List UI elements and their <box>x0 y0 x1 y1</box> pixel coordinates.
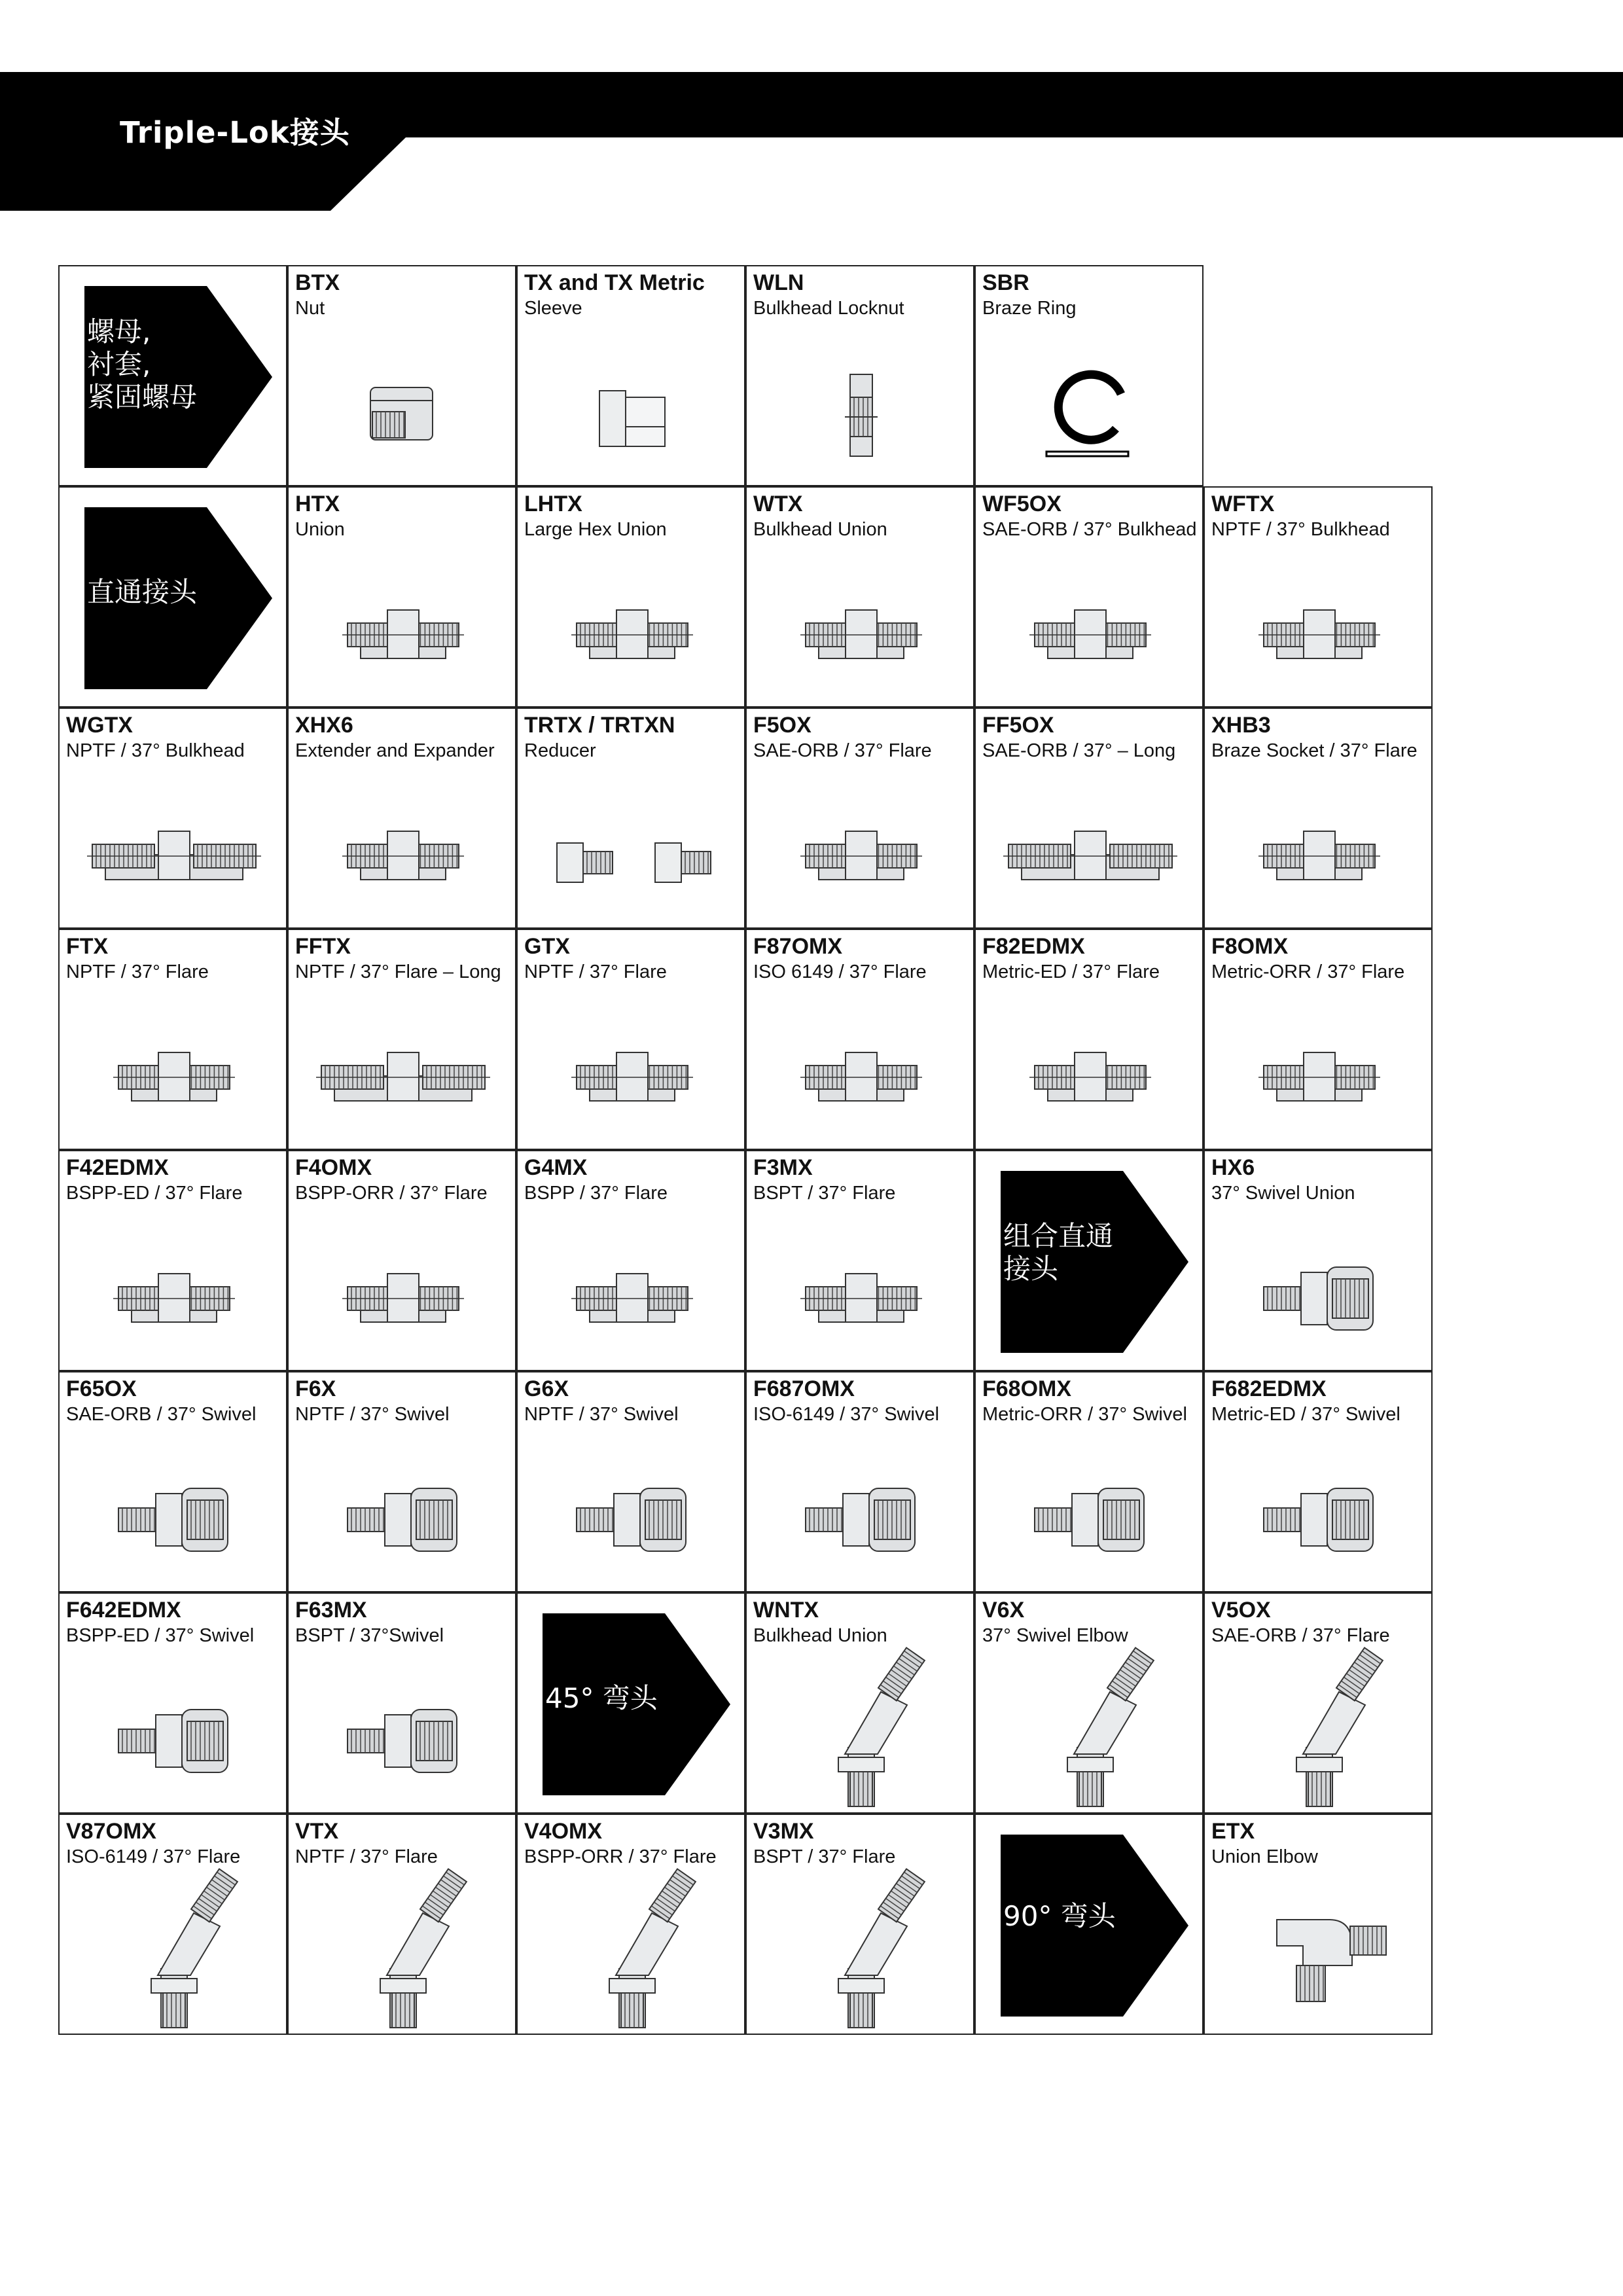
fitting-item <box>58 1371 287 1592</box>
fitting-code: F8OMX <box>1211 934 1289 959</box>
fitting-description: NPTF / 37° Flare <box>524 961 667 982</box>
category-cell <box>58 265 287 486</box>
fitting-code: WGTX <box>66 713 133 738</box>
fitting-item <box>1204 1592 1433 1814</box>
fitting-description: Metric-ORR / 37° Flare <box>1211 961 1405 982</box>
category-label: 90° 弯头 <box>1003 1900 1116 1932</box>
fitting-item <box>287 1150 516 1371</box>
fitting-item <box>1204 486 1433 708</box>
fitting-code: BTX <box>295 270 340 295</box>
fitting-item <box>745 486 974 708</box>
fitting-description: SAE-ORB / 37° Swivel <box>66 1404 257 1425</box>
fitting-code: F63MX <box>295 1598 367 1623</box>
fitting-code: V5OX <box>1211 1598 1271 1623</box>
fitting-description: SAE-ORB / 37° Flare <box>1211 1625 1390 1646</box>
fitting-description: Reducer <box>524 740 596 761</box>
fitting-description: Union Elbow <box>1211 1846 1318 1867</box>
fitting-code: F82EDMX <box>982 934 1085 959</box>
fitting-code: F87OMX <box>753 934 843 959</box>
fitting-item <box>516 1814 745 2035</box>
fitting-description: NPTF / 37° Bulkhead <box>1211 519 1390 540</box>
fitting-item <box>58 1150 287 1371</box>
fitting-item <box>516 1371 745 1592</box>
fitting-item <box>516 708 745 929</box>
fitting-code: F42EDMX <box>66 1155 169 1180</box>
fitting-code: WLN <box>753 270 804 295</box>
fitting-code: HX6 <box>1211 1155 1255 1180</box>
fitting-code: GTX <box>524 934 570 959</box>
category-cell <box>58 486 287 708</box>
fitting-item <box>745 708 974 929</box>
fitting-item <box>58 1814 287 2035</box>
fitting-code: LHTX <box>524 492 582 516</box>
fitting-item <box>1204 1814 1433 2035</box>
category-label: 螺母, 衬套, 紧固螺母 <box>87 315 198 413</box>
fitting-item <box>745 1592 974 1814</box>
fitting-description: BSPT / 37° Flare <box>753 1183 896 1204</box>
fitting-description: Bulkhead Union <box>753 519 887 540</box>
category-label: 组合直通 接头 <box>1003 1220 1114 1285</box>
category-cell <box>974 1150 1204 1371</box>
fitting-code: WTX <box>753 492 803 516</box>
fitting-item <box>974 1371 1204 1592</box>
fitting-description: BSPT / 37° Flare <box>753 1846 896 1867</box>
fitting-description: NPTF / 37° Swivel <box>524 1404 679 1425</box>
fitting-item <box>745 265 974 486</box>
fitting-item <box>287 265 516 486</box>
fitting-code: FF5OX <box>982 713 1054 738</box>
fitting-code: SBR <box>982 270 1029 295</box>
fitting-description: NPTF / 37° Flare – Long <box>295 961 501 982</box>
fitting-description: NPTF / 37° Bulkhead <box>66 740 245 761</box>
fitting-item <box>58 1592 287 1814</box>
fitting-description: NPTF / 37° Swivel <box>295 1404 450 1425</box>
fitting-item <box>287 929 516 1150</box>
fitting-code: V87OMX <box>66 1819 156 1844</box>
fitting-catalog-grid <box>58 265 1433 2032</box>
fitting-description: Large Hex Union <box>524 519 667 540</box>
fitting-item <box>58 708 287 929</box>
fitting-item <box>745 1814 974 2035</box>
fitting-code: HTX <box>295 492 340 516</box>
fitting-item <box>287 1592 516 1814</box>
fitting-code: G4MX <box>524 1155 588 1180</box>
fitting-item <box>287 1814 516 2035</box>
fitting-description: Braze Ring <box>982 298 1077 319</box>
category-label: 45° 弯头 <box>545 1682 658 1714</box>
fitting-code: WNTX <box>753 1598 819 1623</box>
fitting-item <box>1204 1371 1433 1592</box>
fitting-description: SAE-ORB / 37° – Long <box>982 740 1176 761</box>
fitting-item <box>516 265 745 486</box>
fitting-code: VTX <box>295 1819 339 1844</box>
fitting-description: Braze Socket / 37° Flare <box>1211 740 1418 761</box>
fitting-item <box>516 486 745 708</box>
fitting-code: WFTX <box>1211 492 1275 516</box>
fitting-item <box>1204 708 1433 929</box>
fitting-code: XHB3 <box>1211 713 1271 738</box>
fitting-description: BSPP-ORR / 37° Flare <box>524 1846 717 1867</box>
fitting-description: BSPP / 37° Flare <box>524 1183 668 1204</box>
fitting-description: Nut <box>295 298 325 319</box>
fitting-item <box>974 265 1204 486</box>
fitting-item <box>1204 929 1433 1150</box>
fitting-code: F5OX <box>753 713 812 738</box>
fitting-code: F687OMX <box>753 1376 855 1401</box>
fitting-description: NPTF / 37° Flare <box>66 961 209 982</box>
fitting-item <box>287 1371 516 1592</box>
fitting-description: ISO-6149 / 37° Flare <box>66 1846 241 1867</box>
page-title: Triple-Lok接头 <box>120 115 350 150</box>
fitting-code: F682EDMX <box>1211 1376 1327 1401</box>
fitting-description: Bulkhead Locknut <box>753 298 904 319</box>
category-cell <box>974 1814 1204 2035</box>
fitting-code: FFTX <box>295 934 351 959</box>
fitting-code: F65OX <box>66 1376 137 1401</box>
fitting-item <box>974 486 1204 708</box>
fitting-code: F642EDMX <box>66 1598 181 1623</box>
fitting-code: FTX <box>66 934 109 959</box>
fitting-code: XHX6 <box>295 713 353 738</box>
fitting-description: BSPP-ED / 37° Swivel <box>66 1625 255 1646</box>
fitting-description: ISO-6149 / 37° Swivel <box>753 1404 940 1425</box>
fitting-code: V3MX <box>753 1819 814 1844</box>
fitting-description: BSPT / 37°Swivel <box>295 1625 444 1646</box>
fitting-item <box>745 929 974 1150</box>
fitting-code: TRTX / TRTXN <box>524 713 675 738</box>
fitting-description: Metric-ED / 37° Swivel <box>1211 1404 1400 1425</box>
fitting-description: Metric-ORR / 37° Swivel <box>982 1404 1187 1425</box>
fitting-item <box>745 1371 974 1592</box>
fitting-item <box>287 708 516 929</box>
fitting-item <box>974 929 1204 1150</box>
fitting-item <box>287 486 516 708</box>
fitting-code: ETX <box>1211 1819 1255 1844</box>
fitting-description: BSPP-ED / 37° Flare <box>66 1183 243 1204</box>
fitting-item <box>516 1150 745 1371</box>
fitting-description: Metric-ED / 37° Flare <box>982 961 1160 982</box>
fitting-code: G6X <box>524 1376 569 1401</box>
fitting-item <box>745 1150 974 1371</box>
fitting-description: SAE-ORB / 37° Bulkhead <box>982 519 1197 540</box>
fitting-item <box>974 1592 1204 1814</box>
fitting-code: F68OMX <box>982 1376 1072 1401</box>
fitting-description: Union <box>295 519 345 540</box>
fitting-code: V6X <box>982 1598 1025 1623</box>
fitting-description: Sleeve <box>524 298 582 319</box>
fitting-item <box>1204 1150 1433 1371</box>
fitting-item <box>974 708 1204 929</box>
fitting-code: F6X <box>295 1376 336 1401</box>
fitting-description: ISO 6149 / 37° Flare <box>753 961 927 982</box>
fitting-code: TX and TX Metric <box>524 270 705 295</box>
fitting-description: BSPP-ORR / 37° Flare <box>295 1183 488 1204</box>
fitting-description: 37° Swivel Union <box>1211 1183 1355 1204</box>
fitting-item <box>58 929 287 1150</box>
fitting-code: V4OMX <box>524 1819 603 1844</box>
fitting-description: SAE-ORB / 37° Flare <box>753 740 932 761</box>
category-cell <box>516 1592 745 1814</box>
fitting-description: Extender and Expander <box>295 740 495 761</box>
fitting-code: F4OMX <box>295 1155 372 1180</box>
fitting-code: WF5OX <box>982 492 1061 516</box>
fitting-description: 37° Swivel Elbow <box>982 1625 1128 1646</box>
fitting-description: NPTF / 37° Flare <box>295 1846 438 1867</box>
category-label: 直通接头 <box>87 576 198 608</box>
fitting-code: F3MX <box>753 1155 813 1180</box>
fitting-item <box>516 929 745 1150</box>
fitting-description: Bulkhead Union <box>753 1625 887 1646</box>
